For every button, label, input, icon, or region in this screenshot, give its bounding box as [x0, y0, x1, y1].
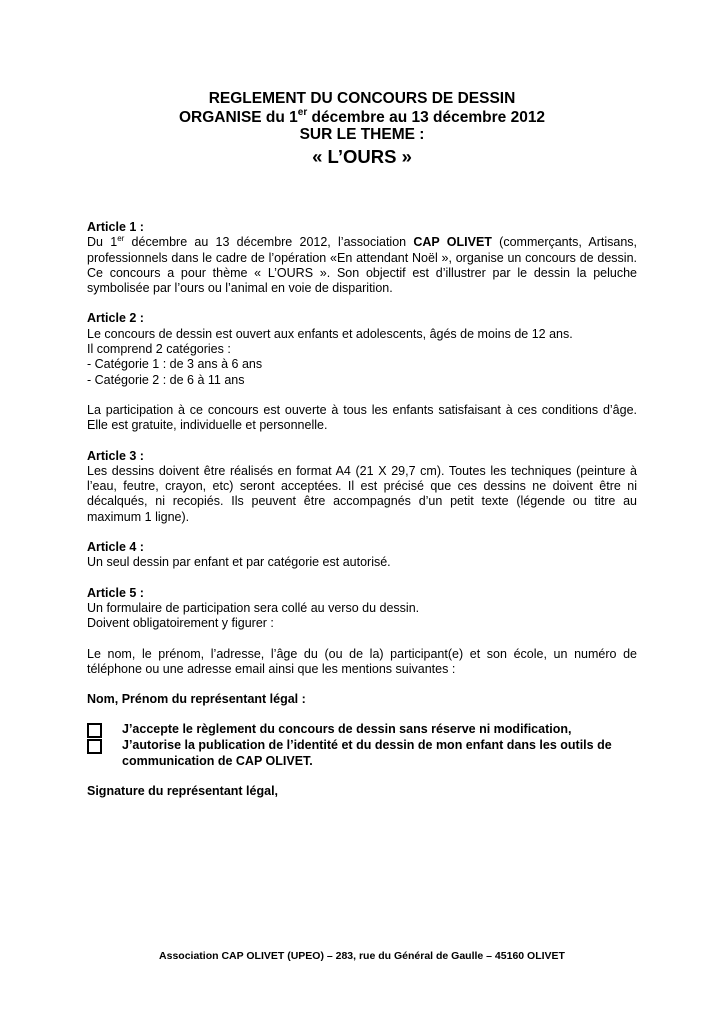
- article-1-heading: Article 1 :: [87, 220, 144, 234]
- article-2-line-1: Le concours de dessin est ouvert aux enfants et adolescents, âgés de moins de 12 ans.: [87, 326, 573, 341]
- document-subtitle-dates: [0, 108, 724, 127]
- rules-body: [87, 220, 637, 799]
- article-3-text: Les dessins doivent être réalisés en format A4 (21 X 29,7 cm). Toutes les techniques (peinture à l’eau, feutre, crayon, etc) seront acceptées. Il est précisé que ces dessins ne doivent être ni décalqués, ni recopiés. Ils peuvent être accompagnés d’un petit texte (légende ou titre au maximum 1 ligne).: [87, 463, 637, 524]
- theme-name: « L’OURS »: [312, 146, 412, 167]
- article-5-heading: Article 5 :: [87, 585, 144, 600]
- legal-representative-label: Nom, Prénom du représentant légal :: [87, 692, 306, 707]
- dates-suffix: décembre au 13 décembre 2012: [307, 109, 546, 127]
- article-2-participation: La participation à ce concours est ouverte à tous les enfants satisfaisant à ces conditions d’âge. Elle est gratuite, individuelle et personnelle.: [87, 402, 637, 433]
- article-4-text: Un seul dessin par enfant et par catégorie est autorisé.: [87, 555, 391, 570]
- article-1-text: [87, 235, 637, 296]
- dates-prefix: ORGANISE du 1: [178, 109, 298, 127]
- theme-label: SUR LE THEME :: [299, 126, 425, 143]
- category-1: - Catégorie 1 : de 3 ans à 6 ans: [87, 357, 263, 372]
- signature-label: Signature du représentant légal,: [87, 784, 279, 799]
- article-1-text-c: (commerçants, Artisans, professionnels dans le cadre de l’opération «En attendant Noël », organise un concours de dessin. Ce concours a pour thème « L’OURS ». Son objectif est d’illustrer par le dessin la peluche symbolisée par l’ours ou l’animal en voie de disparition.: [87, 235, 638, 296]
- footer-address: Association CAP OLIVET (UPEO) – 283, rue du Général de Gaulle – 45160 OLIVET: [159, 950, 565, 962]
- article-5-details: Le nom, le prénom, l’adresse, l’âge du (ou de la) participant(e) et son école, un numéro de téléphone ou une adresse email ainsi que les mentions suivantes :: [87, 646, 637, 676]
- article-3-heading: Article 3 :: [87, 448, 144, 463]
- document-title: REGLEMENT DU CONCOURS DE DESSIN: [208, 90, 516, 107]
- ordinal-sup: er: [297, 107, 308, 118]
- article-5-line-1: Un formulaire de participation sera collé au verso du dessin.: [87, 600, 420, 615]
- acceptance-text: J’accepte le règlement du concours de dessin sans réserve ni modification,: [122, 722, 572, 737]
- publication-checkbox[interactable]: [87, 739, 102, 754]
- article-1-sup: er: [117, 234, 125, 244]
- publication-row: [87, 738, 637, 769]
- article-2-heading: Article 2 :: [87, 311, 144, 326]
- publication-text: J’autorise la publication de l’identité et du dessin de mon enfant dans les outils de communication de CAP OLIVET.: [122, 738, 612, 768]
- article-4-heading: Article 4 :: [87, 540, 144, 555]
- article-1-text-a: Du 1: [87, 235, 118, 250]
- acceptance-row: [87, 722, 637, 738]
- article-1-text-b: décembre au 13 décembre 2012, l’association: [124, 235, 414, 250]
- article-2-line-2: Il comprend 2 catégories :: [87, 342, 231, 357]
- acceptance-checkbox[interactable]: [87, 723, 102, 738]
- article-5-line-2: Doivent obligatoirement y figurer :: [87, 616, 274, 631]
- category-2: - Catégorie 2 : de 6 à 11 ans: [87, 372, 245, 387]
- association-name: CAP OLIVET: [413, 235, 492, 250]
